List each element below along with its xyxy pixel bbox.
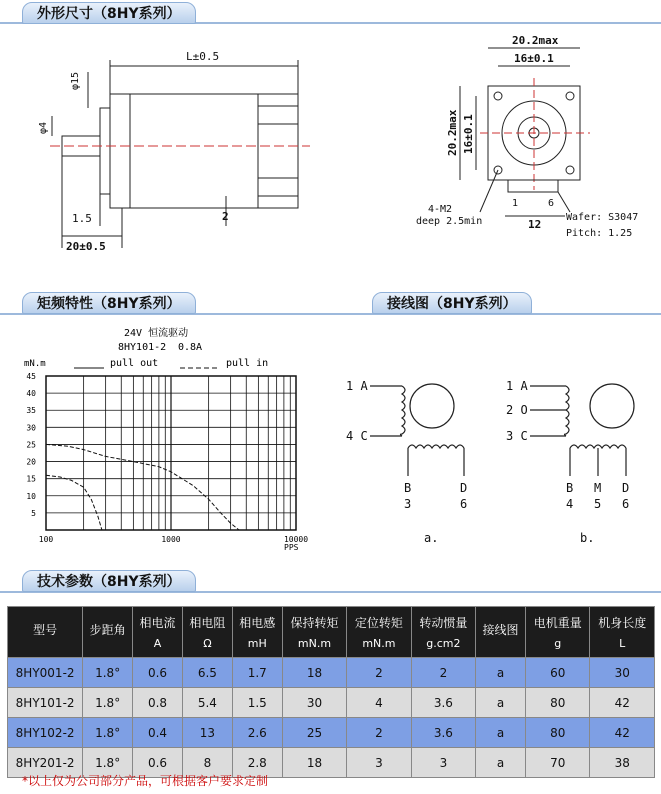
wire-b-D: D <box>622 481 630 495</box>
table-cell: 18 <box>282 658 346 688</box>
table-cell: 3.6 <box>411 718 475 748</box>
section-title-params: 技术参数（8HY系列） <box>22 570 196 592</box>
table-cell: 0.8 <box>133 688 183 718</box>
y-tick-label: 5 <box>31 508 36 518</box>
wire-b-1A: 1 A <box>506 379 528 393</box>
y-tick-label: 45 <box>26 372 36 381</box>
column-header-unit: A <box>153 637 162 650</box>
y-tick-label: 15 <box>26 474 36 484</box>
wire-a-3: 3 <box>404 497 412 511</box>
table-row <box>8 658 655 688</box>
wire-a-caption: a. <box>424 531 439 545</box>
column-header <box>590 607 655 658</box>
column-header <box>347 607 411 658</box>
label-wafer: Wafer: S3047 <box>566 212 639 223</box>
y-tick-label: 40 <box>26 389 36 399</box>
column-header-label: 电机重量 <box>533 616 582 630</box>
column-header-label: 型号 <box>33 622 58 637</box>
table-cell: 0.4 <box>133 718 183 748</box>
chart-grid <box>46 376 296 530</box>
table-cell: 5.4 <box>182 688 232 718</box>
wire-b-M: M <box>594 481 602 495</box>
column-header <box>282 607 346 658</box>
wire-a-6: 6 <box>460 497 468 511</box>
table-cell: 3.6 <box>411 688 475 718</box>
table-header-row <box>8 607 655 658</box>
wire-b-5: 5 <box>594 497 602 511</box>
label-screw: 4-M2 <box>428 204 453 215</box>
table-cell: 1.7 <box>232 658 282 688</box>
chart-ylabel: mN.m <box>24 359 46 369</box>
table-cell: a <box>476 658 526 688</box>
column-header-unit: g <box>554 637 562 650</box>
column-header-label: 相电阻 <box>189 616 226 630</box>
column-header <box>411 607 475 658</box>
wire-b-6: 6 <box>622 497 630 511</box>
table-cell: 2.8 <box>232 748 282 778</box>
label-2: 2 <box>222 210 229 223</box>
y-tick-label: 35 <box>26 406 36 416</box>
chart-ticks <box>26 372 308 544</box>
table-cell: 70 <box>526 748 590 778</box>
column-header-label: 定位转矩 <box>354 616 403 630</box>
table-cell: 60 <box>526 658 590 688</box>
table-cell: 30 <box>282 688 346 718</box>
table-cell: 42 <box>590 718 655 748</box>
table-cell: 3 <box>347 748 411 778</box>
legend-pullin: pull in <box>226 358 269 369</box>
label-height-max: 20.2max <box>446 109 459 156</box>
table-cell: 1.8° <box>83 718 133 748</box>
table-cell: a <box>476 688 526 718</box>
chart-current: 0.8A <box>178 342 203 353</box>
label-12: 12 <box>528 218 542 231</box>
label-pitch: Pitch: 1.25 <box>566 228 633 239</box>
wiring-diagrams <box>330 320 661 560</box>
table-cell: 6.5 <box>182 658 232 688</box>
column-header <box>476 607 526 658</box>
table-cell: 2 <box>411 658 475 688</box>
dimension-drawing <box>0 26 661 266</box>
footnote: *以上仅为公司部分产品，可根据客户要求定制 <box>22 774 269 788</box>
chart-series <box>46 444 239 530</box>
wire-a-1A: 1 A <box>346 379 368 393</box>
column-header-unit: g.cm2 <box>426 637 461 650</box>
table-cell: 8HY201-2 <box>8 748 83 778</box>
wire-a-B: B <box>404 481 412 495</box>
column-header <box>83 607 133 658</box>
section-title-dimensions: 外形尺寸（8HY系列） <box>22 2 196 24</box>
column-header <box>232 607 282 658</box>
section-title-torque: 矩频特性（8HY系列） <box>22 292 196 314</box>
label-phi15: φ15 <box>70 71 81 90</box>
column-header-unit: Ω <box>203 637 212 650</box>
column-header-label: 步距角 <box>89 622 126 637</box>
y-tick-label: 10 <box>26 491 36 501</box>
y-tick-label: 30 <box>26 423 36 433</box>
table-cell: 1.8° <box>83 658 133 688</box>
table-cell: 2 <box>347 658 411 688</box>
label-height-16: 16±0.1 <box>462 114 475 154</box>
section-title-wiring: 接线图（8HY系列） <box>372 292 532 314</box>
wire-a-D: D <box>460 481 468 495</box>
column-header-label: 保持转矩 <box>290 616 339 630</box>
label-pin1: 1 <box>512 198 519 209</box>
label-1-5: 1.5 <box>72 212 92 225</box>
table-cell: 30 <box>590 658 655 688</box>
label-20: 20±0.5 <box>66 240 106 253</box>
x-tick-label: 1000 <box>161 535 181 544</box>
table-cell: 80 <box>526 688 590 718</box>
column-header-label: 机身长度 <box>598 616 647 630</box>
table-cell: 80 <box>526 718 590 748</box>
table-cell: 1.8° <box>83 688 133 718</box>
table-cell: a <box>476 748 526 778</box>
column-header-label: 相电感 <box>239 616 276 630</box>
column-header <box>133 607 183 658</box>
chart-title-2: 8HY101-2 <box>118 342 167 353</box>
series-line-pull-in <box>46 475 102 530</box>
legend-pullout: pull out <box>110 358 159 369</box>
table-cell: 13 <box>182 718 232 748</box>
x-tick-label: 100 <box>38 535 54 544</box>
label-pin6: 6 <box>548 198 555 209</box>
wire-b-B: B <box>566 481 574 495</box>
column-header <box>8 607 83 658</box>
table-cell: 8 <box>182 748 232 778</box>
column-header-unit: mH <box>247 637 267 650</box>
wire-b-2O: 2 O <box>506 403 528 417</box>
column-header-label: 接线图 <box>482 622 519 637</box>
column-header <box>182 607 232 658</box>
label-deep: deep 2.5min <box>416 216 483 227</box>
table-cell: 0.6 <box>133 658 183 688</box>
table-cell: 8HY101-2 <box>8 688 83 718</box>
label-length: L±0.5 <box>186 50 220 63</box>
table-cell: 8HY102-2 <box>8 718 83 748</box>
column-header <box>526 607 590 658</box>
wire-a-4C: 4 C <box>346 429 368 443</box>
table-row <box>8 718 655 748</box>
table-cell: 2.6 <box>232 718 282 748</box>
table-cell: 18 <box>282 748 346 778</box>
table-cell: 3 <box>411 748 475 778</box>
torque-chart <box>0 320 330 560</box>
table-cell: 8HY001-2 <box>8 658 83 688</box>
table-cell: 25 <box>282 718 346 748</box>
table-cell: 2 <box>347 718 411 748</box>
y-tick-label: 25 <box>26 440 36 450</box>
x-tick-label: 10000 <box>283 535 309 544</box>
label-phi4: φ4 <box>38 121 49 134</box>
table-cell: 4 <box>347 688 411 718</box>
chart-title-1: 24V 恒流驱动 <box>124 328 189 339</box>
table-cell: 1.8° <box>83 748 133 778</box>
table-cell: 42 <box>590 688 655 718</box>
wire-b-4: 4 <box>566 497 574 511</box>
wire-b-3C: 3 C <box>506 429 528 443</box>
wire-b-caption: b. <box>580 531 595 545</box>
label-width-max: 20.2max <box>512 34 559 47</box>
chart-xunit: PPS <box>284 543 299 552</box>
spec-table <box>7 606 655 778</box>
table-cell: 0.6 <box>133 748 183 778</box>
column-header-unit: mN.m <box>297 637 332 650</box>
motor-body-side <box>110 94 298 208</box>
table-row <box>8 688 655 718</box>
column-header-label: 转动惯量 <box>419 616 468 630</box>
series-line-pull-out <box>46 444 239 530</box>
table-cell: a <box>476 718 526 748</box>
column-header-unit: L <box>619 637 626 650</box>
column-header-label: 相电流 <box>139 616 176 630</box>
column-header-unit: mN.m <box>362 637 396 650</box>
y-tick-label: 20 <box>26 457 36 467</box>
table-cell: 1.5 <box>232 688 282 718</box>
label-width-16: 16±0.1 <box>514 52 554 65</box>
table-cell: 38 <box>590 748 655 778</box>
